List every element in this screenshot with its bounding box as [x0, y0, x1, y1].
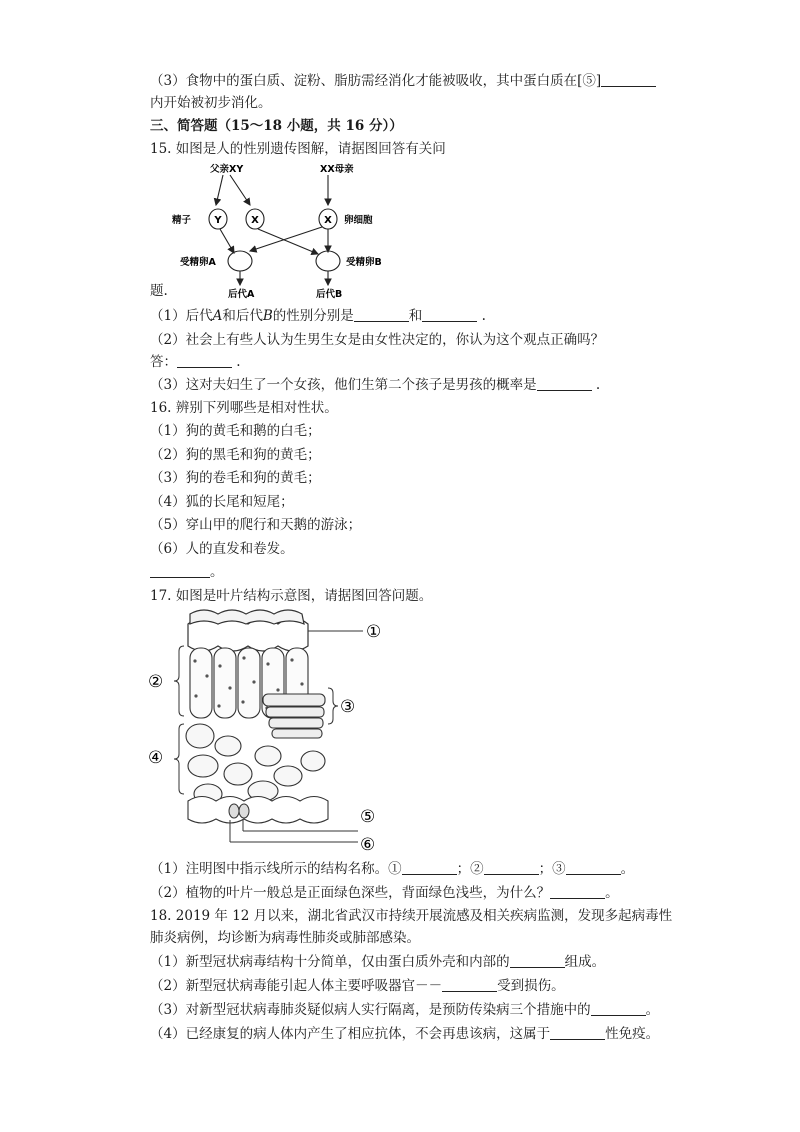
father-label: 父亲XY [210, 164, 244, 175]
sperm-y-cell [209, 209, 227, 229]
q17-q2-text: （2）植物的叶片一般总是正面绿色深些，背面绿色浅些，为什么？ [150, 885, 551, 901]
q15-q3 [150, 376, 600, 394]
list-item: （1）狗的黄毛和鹅的白毛； [150, 423, 321, 439]
list-item: （6）人的直发和卷发。 [150, 541, 294, 557]
q16-item [150, 516, 361, 534]
vein-bundle [263, 694, 325, 738]
q17-q2-end: 。 [605, 885, 619, 901]
q15-stem-text: 15. 如图是人的性别遗传图解，请据图回答有关问 [150, 141, 446, 157]
q18-q2 [150, 977, 565, 995]
q16-answer-end: 。 [210, 564, 224, 580]
q15-q1-text3: 的性别分别是 [272, 308, 354, 324]
brace-3 [328, 688, 338, 724]
q18-stem-1 [150, 907, 672, 925]
answer-blank[interactable] [591, 1001, 646, 1016]
q15-q1-and: 和 [408, 308, 423, 324]
answer-blank[interactable] [442, 977, 497, 992]
q18-stem-text: 18. 2019 年 12 月以来，湖北省武汉市持续开展流感及相关疾病监测，发现多起病毒性 [150, 908, 673, 924]
svg-text:X: X [324, 215, 332, 226]
q17-stem [150, 587, 432, 605]
answer-blank[interactable] [484, 860, 539, 875]
q18-q3 [150, 1001, 659, 1019]
marker-5: ⑤ [360, 807, 376, 827]
q14-item3-text: （3）食物中的蛋白质、淀粉、脂肪需经消化才能被吸收，其中蛋白质在[⑤] [150, 73, 602, 89]
answer-blank[interactable] [510, 953, 565, 968]
q17-stem-text: 17. 如图是叶片结构示意图，请据图回答问题。 [150, 588, 433, 604]
answer-blank[interactable] [402, 860, 457, 875]
q15-q1 [150, 307, 486, 325]
q18-q4 [150, 1025, 659, 1043]
q18-q1-end: 组成。 [564, 954, 606, 970]
q18-q1 [150, 953, 605, 971]
offspring-b-label: 后代B [316, 289, 343, 300]
q15-q3-text: （3）这对夫妇生了一个女孩，他们生第二个孩子是男孩的概率是 [150, 377, 537, 393]
section-heading-text: 三、简答题（15～18 小题，共 16 分）） [150, 118, 403, 134]
q16-item [150, 446, 321, 464]
answer-blank[interactable] [422, 307, 477, 322]
q17-q1-end: 。 [620, 861, 635, 877]
q14-item3-line1 [150, 72, 656, 90]
svg-text:X: X [251, 215, 259, 226]
upper-epidermis [188, 610, 308, 651]
q15-q1-end: . [481, 308, 486, 324]
q15-stem [150, 140, 446, 158]
q16-item [150, 540, 294, 558]
q16-answer [150, 563, 224, 581]
q15-q2-text: （2）社会上有些人认为生男生女是由女性决定的，你认为这个观点正确吗？ [150, 332, 605, 348]
q18-stem-text2: 肺炎病例，均诊断为病毒性肺炎或肺部感染。 [150, 930, 420, 946]
zygote-a-label: 受精卵A [180, 257, 216, 268]
q17-q1-text: （1）注明图中指示线所示的结构名称。① [150, 861, 402, 877]
answer-blank[interactable] [601, 72, 656, 87]
zygote-b-cell [316, 251, 340, 271]
q16-item [150, 469, 321, 487]
q16-stem [150, 399, 338, 417]
q15-q2-answer [150, 353, 241, 371]
marker-4: ④ [148, 748, 164, 768]
q18-q3-end: 。 [645, 1002, 660, 1018]
q17-q2 [150, 884, 619, 902]
leaf-structure-diagram [148, 606, 398, 856]
mother-label: XX母亲 [320, 164, 354, 175]
q17-q1-sep2: ；② [456, 861, 484, 877]
q15-q2 [150, 331, 604, 349]
answer-blank[interactable] [566, 860, 621, 875]
q15-stem-end-text: 题. [150, 283, 168, 299]
answer-blank[interactable] [537, 376, 592, 391]
answer-blank[interactable] [550, 1025, 605, 1040]
svg-text:Y: Y [214, 215, 222, 226]
sex-inheritance-diagram [168, 160, 398, 300]
marker-6: ⑥ [360, 835, 376, 855]
q15-q2-end: . [236, 354, 241, 370]
q14-item3-text-cont: 内开始被初步消化。 [150, 95, 272, 111]
list-item: （3）狗的卷毛和狗的黄毛； [150, 470, 321, 486]
var-a: A [212, 308, 223, 324]
q17-q1 [150, 860, 634, 878]
answer-blank[interactable] [177, 353, 232, 368]
list-item: （5）穿山甲的爬行和天鹅的游泳； [150, 517, 362, 533]
q18-q1-text: （1）新型冠状病毒结构十分简单，仅由蛋白质外壳和内部的 [150, 954, 510, 970]
zygote-b-label: 受精卵B [346, 257, 382, 268]
q18-q2-text: （2）新型冠状病毒能引起人体主要呼吸器官－－ [150, 978, 443, 994]
offspring-a-label: 后代A [228, 289, 255, 300]
sperm-label: 精子 [172, 215, 192, 226]
q15-q1-text2: 和后代 [222, 308, 263, 324]
egg-label: 卵细胞 [344, 215, 373, 226]
section-heading [150, 117, 403, 135]
answer-blank[interactable] [354, 307, 409, 322]
q18-q4-text: （4）已经康复的病人体内产生了相应抗体，不会再患该病，这属于 [150, 1026, 551, 1042]
answer-blank[interactable] [150, 563, 210, 578]
answer-prefix: 答： [150, 354, 177, 370]
var-b: B [262, 308, 273, 324]
q15-q1-text: （1）后代 [150, 308, 213, 324]
q18-q3-text: （3）对新型冠状病毒肺炎疑似病人实行隔离，是预防传染病三个措施中的 [150, 1002, 591, 1018]
answer-blank[interactable] [550, 884, 605, 899]
q16-item [150, 422, 321, 440]
q15-stem-end [150, 282, 168, 300]
list-item: （2）狗的黑毛和狗的黄毛； [150, 447, 321, 463]
lower-epidermis [188, 797, 328, 824]
egg-x-cell [319, 209, 337, 229]
q17-q1-sep3: ；③ [538, 861, 566, 877]
q16-stem-text: 16. 辨别下列哪些是相对性状。 [150, 400, 338, 416]
q18-stem-2 [150, 929, 420, 947]
q14-item3-line2 [150, 94, 272, 112]
list-item: （4）狐的长尾和短尾； [150, 494, 294, 510]
marker-1: ① [366, 622, 382, 642]
q18-q2-end: 受到损伤。 [497, 978, 565, 994]
q18-q4-end: 性免疫。 [605, 1026, 660, 1042]
marker-3: ③ [340, 697, 356, 717]
marker-2: ② [148, 672, 164, 692]
sperm-x-cell [246, 209, 264, 229]
brace-4 [174, 724, 184, 794]
brace-2 [174, 646, 184, 716]
zygote-a-cell [228, 251, 252, 271]
q15-q3-end: . [595, 377, 601, 393]
q16-item [150, 493, 294, 511]
